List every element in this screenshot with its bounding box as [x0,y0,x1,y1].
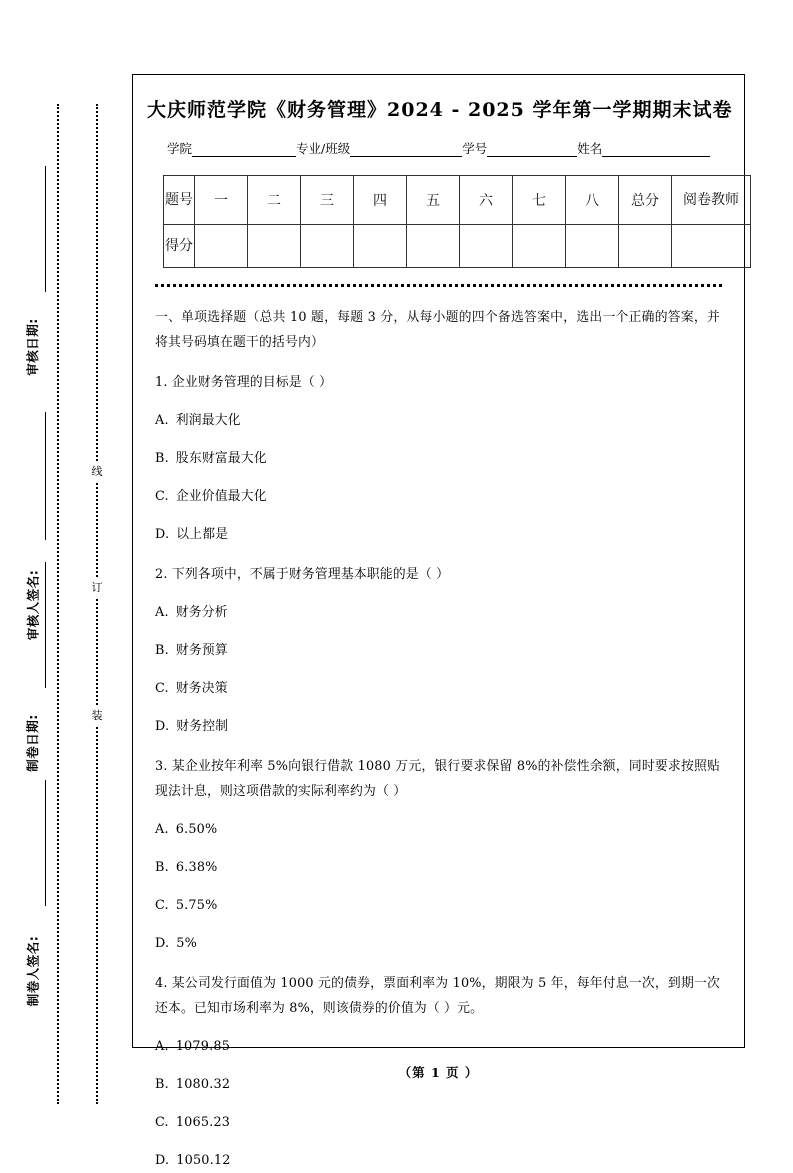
seal-char-zhuang: 装 [87,706,107,726]
score-table-row-head-score: 得分 [164,225,195,268]
question-option[interactable] [155,638,720,663]
score-cell-8[interactable] [566,225,619,268]
field-major-class-label: 专业/班级 [296,141,351,156]
option-text: 5.75% [175,898,218,913]
student-info-line [147,139,730,157]
dotted-separator [155,284,722,287]
option-letter: B. [155,1077,169,1092]
score-col-header-total: 总分 [619,176,672,225]
seal-char-ding: 订 [87,578,107,598]
questions-content [147,305,730,1173]
score-col-header-2: 二 [248,176,301,225]
option-text: 以上都是 [176,527,229,542]
review-date-label [18,292,46,402]
question-option[interactable] [155,714,720,739]
field-major-class [296,139,462,157]
option-text: 1080.32 [175,1077,231,1092]
option-letter: C. [155,1115,169,1130]
score-table-score-row [164,225,751,268]
producer-signature-label-text: 制卷人签名: [25,935,40,1007]
page-footer: （第 1 页 ） [398,1065,479,1080]
option-text: 1079.85 [175,1039,231,1054]
option-text: 财务分析 [175,605,228,620]
option-text: 企业价值最大化 [175,489,267,504]
field-student-id-input[interactable] [487,143,577,157]
option-letter: C. [155,681,169,696]
production-date-underline [45,562,46,688]
question-option[interactable] [155,1110,720,1135]
question-option[interactable] [155,893,720,918]
score-cell-3[interactable] [301,225,354,268]
exam-paper-content [133,75,744,1173]
seal-dotted-line-outer [57,104,59,1104]
question-option[interactable] [155,408,720,433]
score-col-header-4: 四 [354,176,407,225]
option-text: 1050.12 [176,1153,231,1168]
option-text: 财务决策 [175,681,228,696]
review-date-label-text: 审核日期: [25,318,40,376]
score-table-row-head-question: 题号 [164,176,195,225]
field-major-class-input[interactable] [350,143,462,157]
question-option[interactable] [155,931,720,956]
score-cell-2[interactable] [248,225,301,268]
reviewer-signature-label-text: 审核人签名: [25,569,40,641]
option-letter: D. [155,719,170,734]
option-text: 6.38% [175,860,218,875]
question-option[interactable] [155,855,720,880]
production-date-label-text: 制卷日期: [25,714,40,772]
option-text: 财务控制 [176,719,229,734]
field-college [167,139,296,157]
question-option[interactable] [155,1148,720,1173]
field-college-label: 学院 [167,141,193,156]
option-letter: D. [155,936,170,951]
score-col-header-8: 八 [566,176,619,225]
option-letter: D. [155,527,170,542]
score-table-wrapper [147,175,739,268]
score-col-header-5: 五 [407,176,460,225]
option-letter: D. [155,1153,170,1168]
question-stem: 2. 下列各项中，不属于财务管理基本职能的是（ ） [155,567,450,582]
option-text: 5% [176,936,197,951]
section-heading: 一、单项选择题（总共 10 题，每题 3 分，从每小题的四个备选答案中，选出一个正确的答案，并将其号码填在题干的括号内） [155,310,720,350]
option-text: 利润最大化 [175,413,241,428]
question-option[interactable] [155,1034,720,1059]
review-date-underline [45,166,46,292]
score-col-header-6: 六 [460,176,513,225]
page-title: 大庆师范学院《财务管理》2024 - 2025 学年第一学期期末试卷 [147,99,733,121]
option-letter: A. [155,413,169,428]
question-option[interactable] [155,817,720,842]
question-stem: 3. 某企业按年利率 5%向银行借款 1080 万元，银行要求保留 8%的补偿性余额，同时要求按照贴现法计息，则这项借款的实际利率约为（ ） [155,759,720,799]
question-option[interactable] [155,446,720,471]
option-letter: A. [155,1039,169,1054]
option-text: 股东财富最大化 [175,451,267,466]
score-cell-6[interactable] [460,225,513,268]
seal-char-xian: 线 [87,462,107,482]
score-cell-4[interactable] [354,225,407,268]
score-table-header-row [164,176,751,225]
score-cell-teacher[interactable] [672,225,751,268]
reviewer-signature-label [18,540,46,670]
option-letter: C. [155,898,169,913]
option-letter: B. [155,860,169,875]
field-name-input[interactable] [602,143,710,157]
seal-margin-area [0,0,132,1122]
field-student-id-label: 学号 [462,141,488,156]
question-option[interactable] [155,484,720,509]
score-cell-5[interactable] [407,225,460,268]
option-letter: A. [155,822,169,837]
question-stem: 1. 企业财务管理的目标是（ ） [155,375,333,390]
option-text: 6.50% [175,822,218,837]
question-option[interactable] [155,676,720,701]
option-letter: B. [155,643,169,658]
question-stem: 4. 某公司发行面值为 1000 元的债券，票面利率为 10%，期限为 5 年，每年付息一次，到期一次还本。已知市场利率为 8%，则该债券的价值为（ ）元。 [155,976,720,1016]
option-text: 1065.23 [175,1115,231,1130]
producer-signature-underline [45,780,46,906]
production-date-label [18,688,46,798]
field-name [577,139,710,157]
field-college-input[interactable] [192,143,296,157]
option-letter: A. [155,605,169,620]
option-letter: C. [155,489,169,504]
seal-dotted-line-inner [96,104,98,1104]
score-table [163,175,751,268]
question-option[interactable] [155,522,720,547]
score-cell-1[interactable] [195,225,248,268]
option-text: 财务预算 [175,643,228,658]
score-col-header-1: 一 [195,176,248,225]
option-letter: B. [155,451,169,466]
score-col-header-3: 三 [301,176,354,225]
score-col-header-teacher: 阅卷教师 [672,176,751,225]
reviewer-signature-underline [45,412,46,540]
score-cell-7[interactable] [513,225,566,268]
field-name-label: 姓名 [577,141,603,156]
field-student-id [462,139,577,157]
score-col-header-7: 七 [513,176,566,225]
question-option[interactable] [155,600,720,625]
producer-signature-label [18,906,46,1036]
score-cell-total[interactable] [619,225,672,268]
